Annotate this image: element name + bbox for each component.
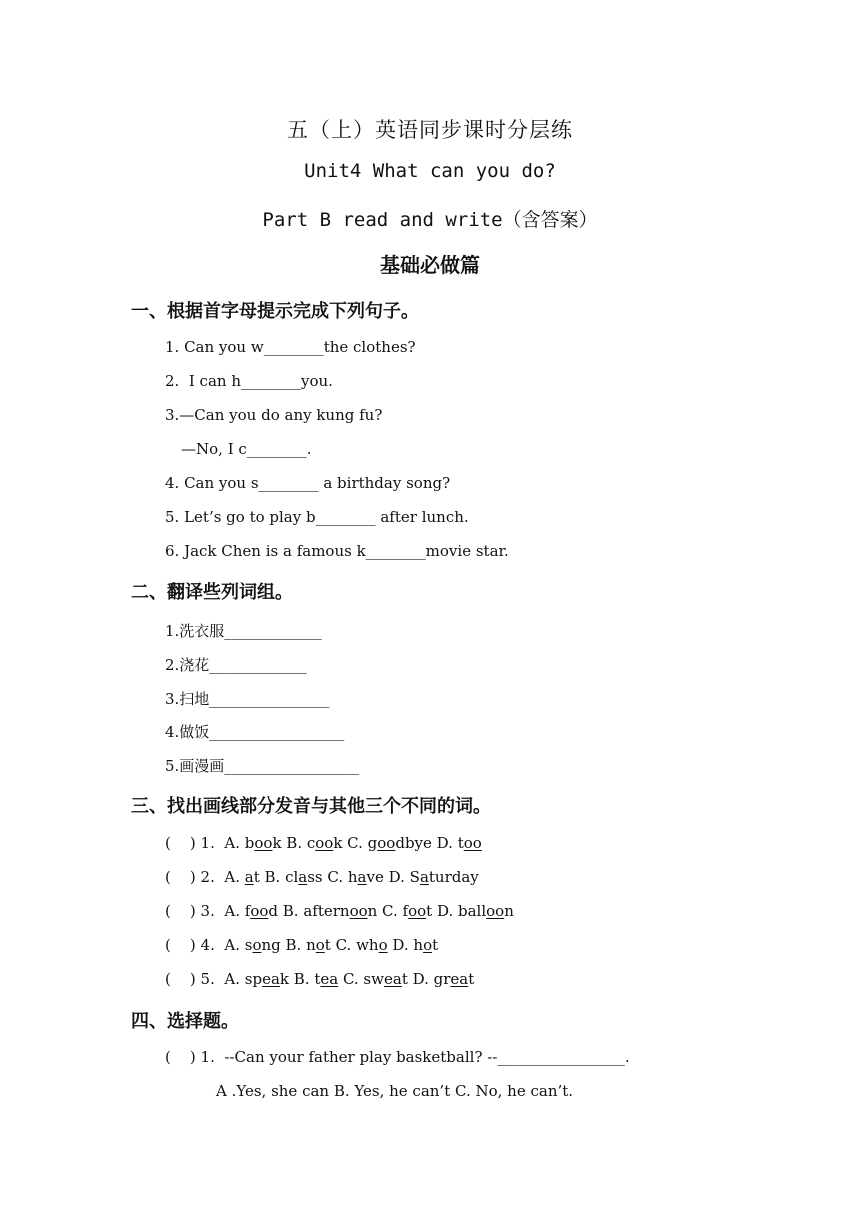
section2-item-2: 2.浇花_____________ <box>165 656 307 674</box>
question-number: ( ) 5. A. <box>165 970 245 988</box>
question-number: ( ) 2. A. <box>165 868 245 886</box>
word-part: n <box>504 902 514 920</box>
section1-item-3: 3.—Can you do any kung fu? <box>165 406 383 424</box>
underlined-letters: oo <box>349 902 368 920</box>
section1-item-6: 6. Jack Chen is a famous k________movie star. <box>165 542 509 560</box>
part-title: Part B read and write（含答案） <box>262 209 598 231</box>
underlined-letters: oo <box>377 834 396 852</box>
word-part: turday <box>428 868 479 886</box>
section2-item-4: 4.做饭__________________ <box>165 723 345 741</box>
word-part: f <box>244 902 251 920</box>
section2-item-3: 3.扫地________________ <box>165 690 330 708</box>
word-part: d B. aftern <box>268 902 350 920</box>
word-part: D. h <box>387 936 424 954</box>
section1-item-4: 4. Can you s________ a birthday song? <box>165 474 451 492</box>
word-part: s <box>244 936 253 954</box>
document-title: 五（上）英语同步课时分层练 <box>287 118 573 142</box>
section3-question-2 <box>165 868 479 886</box>
underlined-letters: a <box>357 868 367 886</box>
word-part: t <box>468 970 475 988</box>
section3-question-5 <box>165 970 474 988</box>
underlined-letters: oo <box>250 902 269 920</box>
underlined-letters: oo <box>254 834 273 852</box>
section4-question-1-options: A .Yes, she can B. Yes, he can’t C. No, he can’t. <box>216 1082 574 1100</box>
word-part: k B. t <box>279 970 321 988</box>
underlined-letters: a <box>419 868 429 886</box>
section1-item-3-answer: —No, I c________. <box>181 440 312 458</box>
word-part: ss C. h <box>307 868 358 886</box>
word-part: t <box>432 936 439 954</box>
section1-item-2: 2. I can h________you. <box>165 372 333 390</box>
word-part: dbye D. t <box>395 834 464 852</box>
word-part: t B. cl <box>253 868 299 886</box>
underlined-letters: a <box>244 868 254 886</box>
underlined-letters: ea <box>262 970 280 988</box>
underlined-letters: o <box>315 936 325 954</box>
section3-question-4 <box>165 936 438 954</box>
word-part: t D. gr <box>401 970 451 988</box>
document-subtitle: 基础必做篇 <box>380 253 480 277</box>
section1-heading: 一、根据首字母提示完成下列句子。 <box>131 301 419 322</box>
underlined-letters: oo <box>486 902 505 920</box>
word-part: ve D. S <box>366 868 420 886</box>
word-part: C. sw <box>338 970 384 988</box>
underlined-letters: o <box>423 936 433 954</box>
section1-item-5: 5. Let’s go to play b________ after lunch. <box>165 508 469 526</box>
underlined-letters: o <box>252 936 262 954</box>
underlined-letters: oo <box>315 834 334 852</box>
section2-item-1: 1.洗衣服_____________ <box>165 622 322 640</box>
word-part: b <box>244 834 255 852</box>
section3-question-1 <box>165 834 482 852</box>
underlined-letters: ea <box>450 970 469 988</box>
underlined-letters: o <box>378 936 388 954</box>
section1-item-1: 1. Can you w________the clothes? <box>165 338 416 356</box>
word-part: n C. f <box>367 902 409 920</box>
underlined-letters: ea <box>383 970 402 988</box>
word-part: sp <box>244 970 263 988</box>
section2-item-5: 5.画漫画__________________ <box>165 757 360 775</box>
section2-heading: 二、翻译些列词组。 <box>131 582 293 603</box>
word-part: ng B. n <box>261 936 316 954</box>
word-part: k C. g <box>333 834 378 852</box>
section3-question-3 <box>165 902 514 920</box>
underlined-letters: ea <box>320 970 339 988</box>
section3-heading: 三、找出画线部分发音与其他三个不同的词。 <box>131 796 491 817</box>
question-number: ( ) 4. A. <box>165 936 245 954</box>
section4-heading: 四、选择题。 <box>131 1011 239 1032</box>
question-number: ( ) 3. A. <box>165 902 245 920</box>
question-number: ( ) 1. A. <box>165 834 245 852</box>
word-part: t C. wh <box>324 936 379 954</box>
word-part: t D. ball <box>426 902 487 920</box>
underlined-letters: a <box>298 868 308 886</box>
section4-question-1: ( ) 1. --Can your father play basketball? --_________________. <box>165 1048 630 1066</box>
underlined-letters: oo <box>463 834 482 852</box>
word-part: k B. c <box>272 834 316 852</box>
underlined-letters: oo <box>408 902 427 920</box>
unit-title: Unit4 What can you do? <box>304 160 556 182</box>
